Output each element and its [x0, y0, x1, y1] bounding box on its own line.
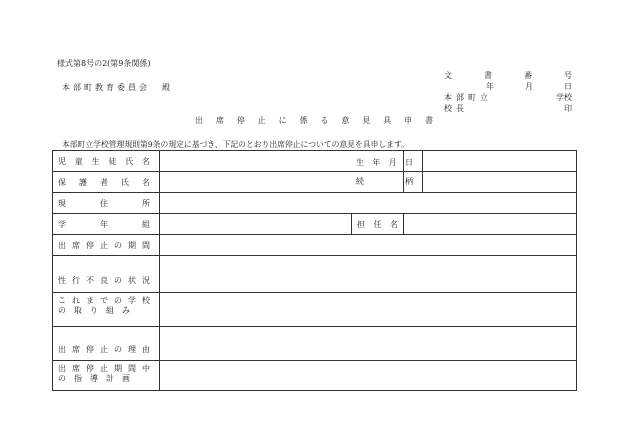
title-char: 書: [424, 116, 433, 125]
seal-label: 印: [564, 104, 572, 113]
form-row-efforts: [53, 293, 577, 327]
date-line: [444, 81, 572, 92]
suspension-reason-field[interactable]: [160, 327, 577, 361]
student-name-label: 児 童 生 徒 氏 名: [53, 151, 160, 172]
principal-label: 校長: [444, 104, 468, 113]
relationship-field[interactable]: [423, 172, 577, 193]
title-char: る: [320, 116, 329, 125]
grade-class-field[interactable]: [160, 214, 352, 235]
date-day-label: 日: [564, 82, 572, 91]
misconduct-status-field[interactable]: [160, 256, 577, 293]
school-line: [444, 92, 572, 103]
guardian-name-label: 保 護 者 氏 名: [53, 172, 160, 193]
school-efforts-field[interactable]: [160, 293, 577, 327]
suspension-period-field[interactable]: [160, 235, 577, 256]
title-char: 見: [362, 116, 371, 125]
grade-class-label: 学 年 組: [53, 214, 160, 235]
form-row-reason: [53, 327, 577, 361]
doc-number-char: 文: [444, 71, 452, 80]
addressee-honorific: 殿: [162, 83, 170, 92]
address-label: 現 住 所: [53, 193, 160, 214]
title-char: に: [278, 116, 287, 125]
addressee: 本部町教育委員会: [62, 83, 150, 92]
opinion-form-table: [52, 150, 577, 391]
form-row-student: [53, 151, 577, 172]
title-char: 申: [404, 116, 413, 125]
birth-date-label-text: 生 年 月 日: [356, 158, 413, 167]
issuer-block: [444, 70, 572, 114]
form-row-grade: [53, 214, 577, 235]
misconduct-status-label: 性 行 不 良 の 状 況: [53, 256, 160, 293]
title-char: 止: [257, 116, 266, 125]
address-field[interactable]: [160, 193, 577, 214]
birth-date-field[interactable]: [423, 151, 577, 172]
principal-line: [444, 103, 572, 114]
guidance-plan-label: 出 席 停 止 期 間 中 の 指 導 計 画: [53, 361, 160, 391]
form-row-address: [53, 193, 577, 214]
date-month-label: 月: [525, 82, 533, 91]
date-year-label: 年: [486, 82, 494, 91]
title-char: 席: [215, 116, 224, 125]
document-number-line: [444, 70, 572, 81]
title-char: 係: [299, 116, 308, 125]
form-row-guidance: [53, 361, 577, 391]
school-prefix: 本部町立: [444, 93, 492, 102]
intro-text: 本部町立学校管理規則第9条の規定に基づき、下記のとおり出席停止についての意見を具申します。: [62, 140, 409, 149]
homeroom-teacher-label: 担 任 名: [352, 214, 404, 235]
doc-number-char: 号: [564, 71, 572, 80]
school-suffix: 学校: [556, 93, 572, 102]
form-row-period: [53, 235, 577, 256]
form-row-misconduct: [53, 256, 577, 293]
document-title: [195, 115, 433, 126]
doc-number-char: 書: [484, 71, 492, 80]
school-efforts-label: こ れ ま で の 学 校 の 取 り 組 み: [53, 293, 160, 327]
form-row-guardian: [53, 172, 577, 193]
title-char: 出: [195, 116, 203, 125]
relationship-label-text: 続 柄: [356, 177, 413, 186]
title-char: 停: [236, 116, 245, 125]
guidance-plan-field[interactable]: [160, 361, 577, 391]
form-number: 様式第8号の2(第9条関係): [57, 59, 151, 68]
suspension-period-label: 出 席 停 止 の 期 間: [53, 235, 160, 256]
suspension-reason-label: 出 席 停 止 の 理 由: [53, 327, 160, 361]
title-char: 具: [383, 116, 392, 125]
homeroom-teacher-field[interactable]: [404, 214, 577, 235]
doc-number-char: 番: [524, 71, 532, 80]
title-char: 意: [341, 116, 350, 125]
